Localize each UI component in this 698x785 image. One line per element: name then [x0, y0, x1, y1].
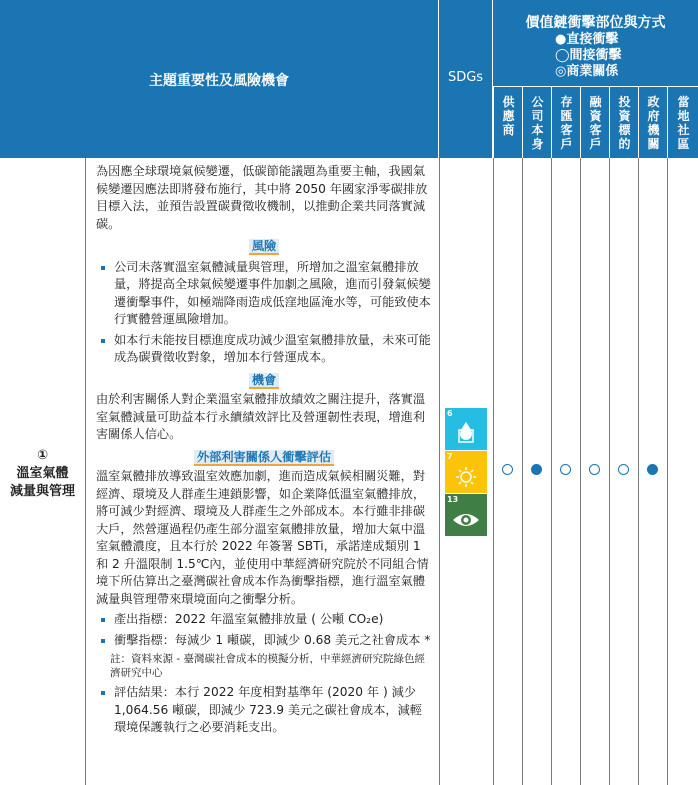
chain-col-label: 當地社區 [677, 95, 690, 151]
result-list [96, 684, 432, 737]
sun-icon [445, 451, 487, 493]
list-item: 如本行未能按目標進度成功減少溫室氣體排放量，未來可能成為碳費徵收對象，增加本行營運成本。 [114, 332, 432, 367]
chain-col-government [638, 87, 668, 158]
earth-eye-icon [445, 494, 487, 536]
mark-investment [618, 464, 629, 475]
chain-col-investment [609, 87, 639, 158]
grid-line [580, 158, 581, 785]
chain-col-supplier [493, 87, 523, 158]
impact-heading [96, 449, 432, 467]
sdg-6-tile [445, 408, 487, 450]
value-chain-title: 價值鏈衝擊部位與方式 [525, 15, 666, 31]
opportunity-paragraph: 由於利害關係人對企業溫室氣體排放績效之關注提升，落實溫室氣體減量可助益本行永續績效評比及營運韌性表現，增進利害關係人信心。 [96, 392, 426, 441]
chain-col-label: 政府機關 [647, 95, 660, 151]
mark-loan [589, 464, 600, 475]
impact-indicator: 衝擊指標：每減少 1 噸碳，即減少 0.68 美元之社會成本 * [114, 632, 432, 650]
header-topic-label: 主題重要性及風險機會 [149, 73, 289, 89]
indicator-list [96, 611, 432, 649]
impact-paragraph: 溫室氣體排放導致溫室效應加劇，進而造成氣候相關災難，對經濟、環境及人群產生連鎖影響，如企業降低溫室氣體排放，將可減少對經濟、環境及人群產生之外部成本。本行雖非排碳大戶，然營運過程仍產生部分溫室氣體排放量，增加大氣中溫室氣體濃度，且本行於 2022 年簽署 SBTi，承諾達成類別 1 和 2 升溫限制 1.5℃內，並使用中華經濟研究院於不同組合情境下所估算出之臺灣碳社會成本作為衝擊指標，進行溫室氣體減量與管理帶來環境面向之衝擊分析。 [96, 469, 429, 606]
chain-col-label: 存匯客戶 [560, 95, 573, 151]
header-value-chain [493, 0, 698, 158]
chain-col-company [522, 87, 552, 158]
chain-col-loan [580, 87, 610, 158]
opportunity-heading [96, 372, 432, 390]
risk-heading-text: 風險 [249, 239, 279, 255]
mark-government [647, 464, 658, 475]
output-indicator: 產出指標：2022 年溫室氣體排放量 ( 公噸 CO₂e) [114, 611, 432, 629]
risk-list [96, 259, 432, 367]
source-note: 註：資料來源 - 臺灣碳社會成本的模擬分析，中華經濟研究院綠色經濟研究中心 [110, 653, 425, 679]
grid-line [85, 158, 86, 785]
intro-paragraph: 為因應全球環境氣候變遷，低碳節能議題為重要主軸，我國氣候變遷因應法即將發布施行，其中將 2050 年國家淨零碳排放目標入法，並預告設置碳費徵收機制，以推動企業共同落實減碳。 [96, 164, 428, 231]
grid-line [439, 158, 440, 785]
chain-col-label: 投資標的 [618, 95, 631, 151]
topic-content [96, 163, 432, 740]
grid-line [551, 158, 552, 785]
header-topic-column [0, 0, 438, 158]
header-sdg-label: SDGs [447, 70, 484, 85]
grid-line [522, 158, 523, 785]
opportunity-heading-text: 機會 [249, 373, 279, 389]
chain-col-community [667, 87, 698, 158]
grid-line [667, 158, 668, 785]
chain-col-label: 供應商 [502, 95, 515, 137]
grid-line [609, 158, 610, 785]
water-drop-icon [445, 408, 487, 450]
impact-heading-text: 外部利害關係人衝擊評估 [194, 450, 334, 466]
topic-name [0, 447, 85, 501]
sdg-number: 7 [447, 452, 453, 461]
mark-supplier [502, 464, 513, 475]
chain-col-label: 融資客戶 [589, 95, 602, 151]
sdg-13-tile [445, 494, 487, 536]
grid-line [493, 158, 494, 785]
sdg-number: 13 [447, 495, 459, 504]
topic-name-line1: 溫室氣體 [16, 466, 69, 481]
sdg-number: 6 [447, 409, 453, 418]
topic-name-line2: 減量與管理 [9, 484, 75, 499]
sdg-7-tile [445, 451, 487, 493]
list-item: 公司未落實溫室氣體減量與管理，所增加之溫室氣體排放量，將提高全球氣候變遷事件加劇之風險，進而引發氣候變遷衝擊事件，如極端降雨造成低窪地區淹水等，可能致使本行實體營運風險增加。 [114, 259, 432, 329]
mark-company [531, 464, 542, 475]
assessment-result: 評估結果：本行 2022 年度相對基準年 (2020 年 ) 減少 1,064.56 噸碳，即減少 723.9 美元之碳社會成本，減輕環境保護執行之必要消耗支出。 [114, 684, 432, 737]
chain-col-deposit [551, 87, 581, 158]
chain-col-label: 公司本身 [531, 95, 544, 151]
mark-deposit [560, 464, 571, 475]
impact-legend [555, 32, 622, 80]
legend-direct: ●直接衝擊 [555, 32, 619, 47]
topic-number: ① [36, 448, 48, 463]
legend-business: ◎商業關係 [555, 64, 619, 79]
grid-line [638, 158, 639, 785]
header-sdg-column [439, 0, 492, 158]
risk-heading [96, 238, 432, 256]
legend-indirect: ◯間接衝擊 [555, 48, 622, 63]
